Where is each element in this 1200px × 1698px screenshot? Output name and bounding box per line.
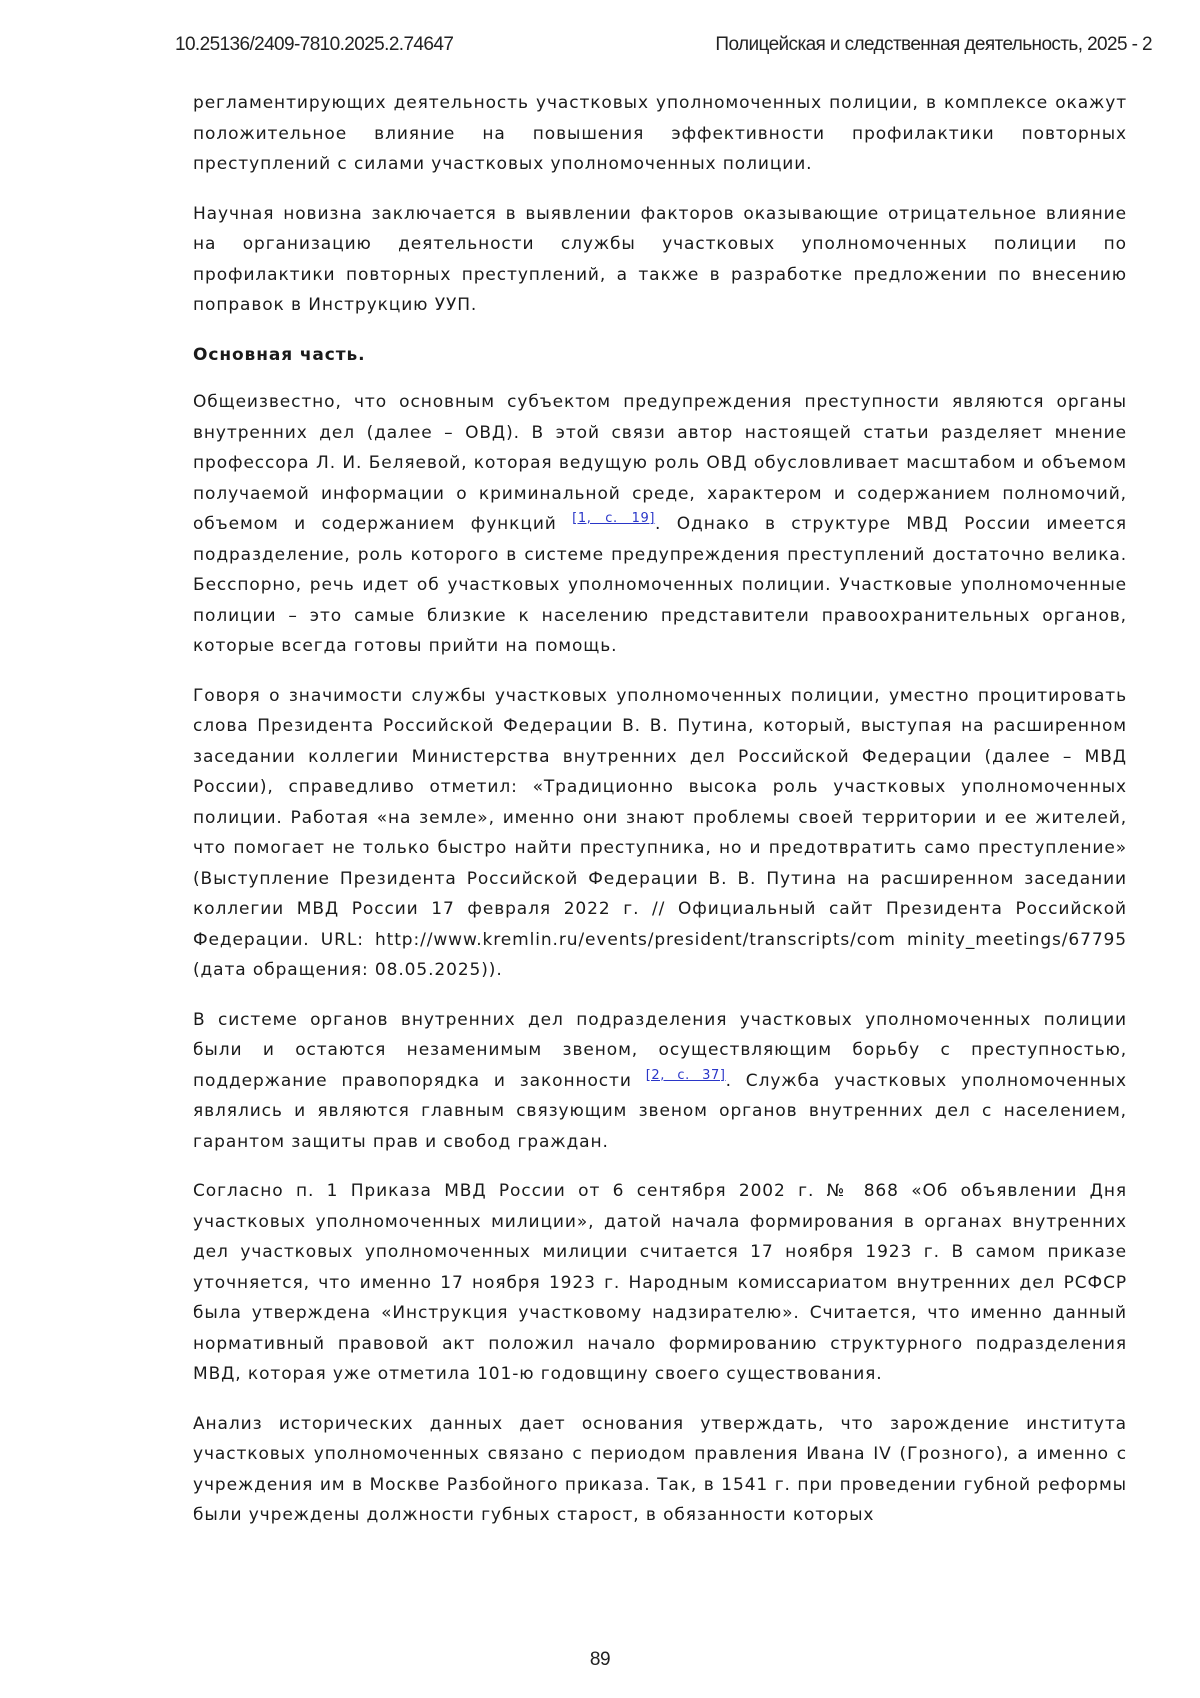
paragraph-1: регламентирующих деятельность участковых уполномоченных полиции, в комплексе окажут положительное влияние на повышения эффективности профилактики повторных преступлений с силами участковых уполномоченных полиции.: [193, 93, 1127, 174]
paragraph-3-text-after: . Однако в структуре МВД России имеется подразделение, роль которого в системе предупреждения преступлений достаточно велика. Бесспорно, речь идет об участковых уполномоченных полиции. Участковые уполномоченные полиции – это самые близкие к населению представители правоохранительных органов, которые всегда готовы прийти на помощь.: [193, 514, 1127, 656]
page-number: 89: [589, 1649, 611, 1670]
article-body: [193, 88, 1127, 1550]
paragraph-5-text-after: . Служба участковых уполномоченных являлись и являются главным связующим звеном органов внутренних дел с населением, гарантом защиты прав и свобод граждан.: [193, 1070, 1127, 1152]
journal-title: Полицейская и следственная деятельность, 2025 - 2: [715, 34, 1152, 55]
section-heading: Основная часть.: [193, 344, 366, 365]
citation-link-2[interactable]: [2, с. 37]: [645, 1067, 726, 1083]
doi-text: 10.25136/2409-7810.2025.2.74647: [175, 34, 454, 55]
paragraph-6: Согласно п. 1 Приказа МВД России от 6 сентября 2002 г. № 868 «Об объявлении Дня участковых уполномоченных милиции», датой начала формирования в органах внутренних дел участковых уполномоченных милиции считается 17 ноября 1923 г. В самом приказе уточняется, что именно 17 ноября 1923 г. Народным комиссариатом внутренних дел РСФСР была утверждена «Инструкция участковому надзирателю». Считается, что именно данный нормативный правовой акт положил начало формированию структурного подразделения МВД, которая уже отметила 101-ю годовщину своего существования.: [193, 1181, 1127, 1384]
paragraph-5-text-before: В системе органов внутренних дел подразделения участковых уполномоченных полиции были и остаются незаменимым звеном, осуществляющим борьбу с преступностью, поддержание правопорядка и законности: [193, 1009, 1127, 1091]
paragraph-3-text-before: Общеизвестно, что основным субъектом предупреждения преступности являются органы внутренних дел (далее – ОВД). В этой связи автор настоящей статьи разделяет мнение профессора Л. И. Беляевой, которая ведущую роль ОВД обусловливает масштабом и объемом получаемой информации о криминальной среде, характером и содержанием полномочий, объемом и содержанием функций: [193, 392, 1127, 534]
paragraph-4: Говоря о значимости службы участковых уполномоченных полиции, уместно процитировать слова Президента Российской Федерации В. В. Путина, который, выступая на расширенном заседании коллегии Министерства внутренних дел Российской Федерации (далее – МВД России), справедливо отметил: «Традиционно высока роль участковых уполномоченных полиции. Работая «на земле», именно они знают проблемы своей территории и ее жителей, что помогает не только быстро найти преступника, но и предотвратить само преступление» (Выступление Президента Российской Федерации В. В. Путина на расширенном заседании коллегии МВД России 17 февраля 2022 г. // Официальный сайт Президента Российской Федерации. URL: http://www.kremlin.ru/events/president/transcripts/com minity_meetings/67795 (дата обращения: 08.05.2025)).: [193, 685, 1127, 980]
running-header: [175, 34, 1152, 62]
paragraph-2: Научная новизна заключается в выявлении факторов оказывающие отрицательное влияние на организацию деятельности службы участковых уполномоченных полиции по профилактики повторных преступлений, а также в разработке предложении по внесению поправок в Инструкцию УУП.: [193, 203, 1127, 315]
paragraph-3: [193, 387, 1127, 662]
paragraph-7: Анализ исторических данных дает основания утверждать, что зарождение института участковых уполномоченных связано с периодом правления Ивана IV (Грозного), а именно с учреждения им в Москве Разбойного приказа. Так, в 1541 г. при проведении губной реформы были учреждены должности губных старост, в обязанности которых: [193, 1413, 1127, 1525]
paragraph-5: [193, 1005, 1127, 1158]
citation-link-1[interactable]: [1, с. 19]: [572, 511, 656, 526]
